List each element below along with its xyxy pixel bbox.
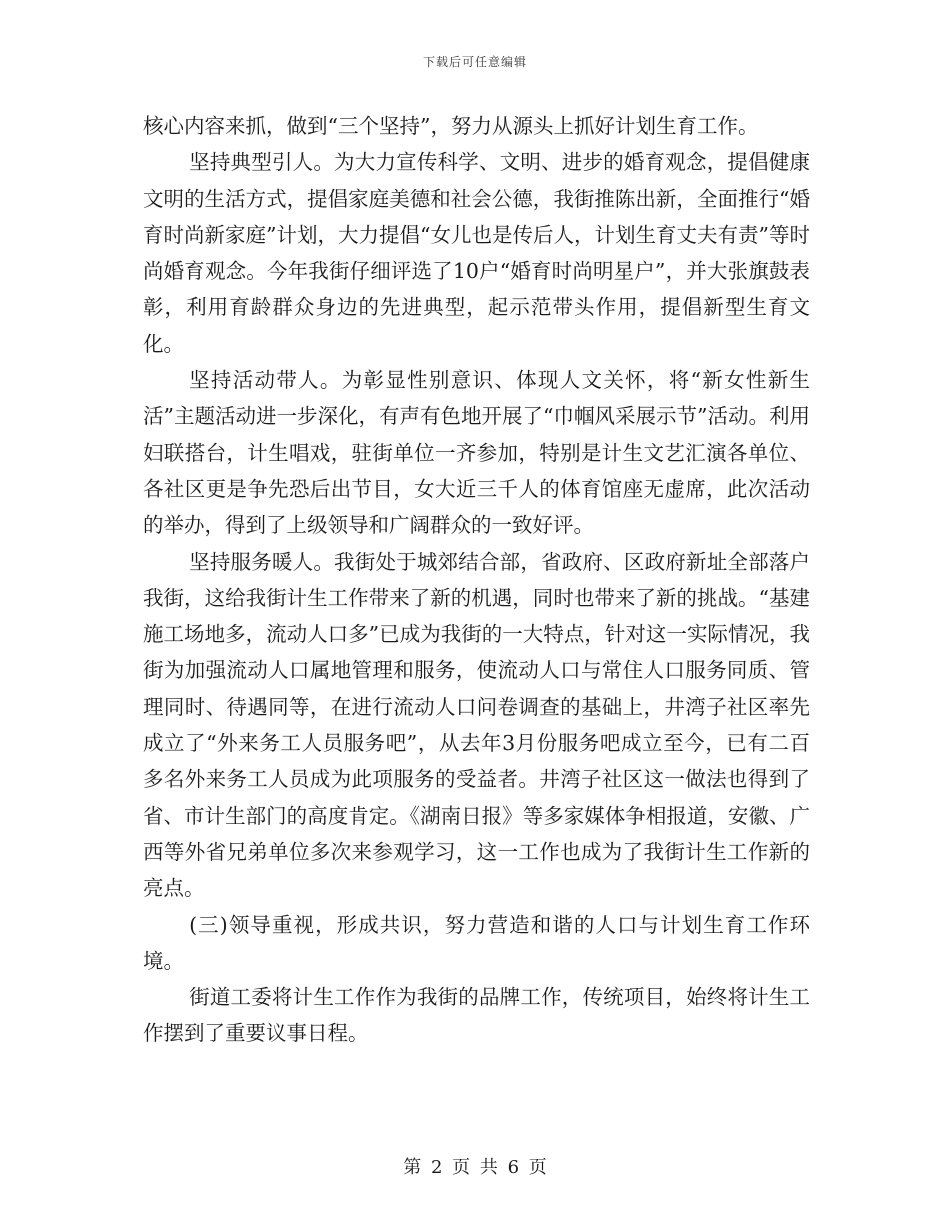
paragraph-6: 街道工委将计生工作作为我街的品牌工作，传统项目，始终将计生工作摆到了重要议事日程。 bbox=[143, 985, 810, 1046]
paragraph-3: 坚持活动带人。为彰显性别意识、体现人文关怀，将“新女性新生活”主题活动进一步深化，有声有色地开展了“巾帼风采展示节”活动。利用妇联搭台，计生唱戏，驻街单位一齐参加，特别是计生文艺汇演各单位、各社区更是争先恐后出节目，女大近三千人的体育馆座无虚席，此次活动的举办，得到了上级领导和广阔群众的一致好评。 bbox=[143, 368, 810, 538]
paragraph-1: 核心内容来抓，做到“三个坚持”，努力从源头上抓好计划生育工作。 bbox=[143, 114, 759, 138]
document-body bbox=[143, 108, 810, 1052]
header-note: 下载后可任意编辑 bbox=[422, 55, 527, 69]
paragraph-5: (三)领导重视，形成共识，努力营造和谐的人口与计划生育工作环境。 bbox=[143, 912, 810, 973]
page-number-footer: 第 2 页 共 6 页 bbox=[403, 1157, 547, 1178]
paragraph-4: 坚持服务暖人。我街处于城郊结合部，省政府、区政府新址全部落户我街，这给我街计生工作带来了新的机遇，同时也带来了新的挑战。“基建施工场地多，流动人口多”已成为我街的一大特点，针对这一实际情况，我街为加强流动人口属地管理和服务，使流动人口与常住人口服务同质、管理同时、待遇同等，在进行流动人口问卷调查的基础上，井湾子社区率先成立了“外来务工人员服务吧”，从去年3月份服务吧成立至今，已有二百多名外来务工人员成为此项服务的受益者。井湾子社区这一做法也得到了省、市计生部门的高度肯定。《湖南日报》等多家媒体争相报道，安徽、广西等外省兄弟单位多次来参观学习，这一工作也成为了我街计生工作新的亮点。 bbox=[143, 549, 810, 901]
paragraph-2: 坚持典型引人。为大力宣传科学、文明、进步的婚育观念，提倡健康文明的生活方式，提倡家庭美德和社会公德，我街推陈出新，全面推行“婚育时尚新家庭”计划，大力提倡“女儿也是传后人，计划生育丈夫有责”等时尚婚育观念。今年我街仔细评选了10户“婚育时尚明星户”，并大张旗鼓表彰，利用育龄群众身边的先进典型，起示范带头作用，提倡新型生育文化。 bbox=[143, 150, 810, 356]
